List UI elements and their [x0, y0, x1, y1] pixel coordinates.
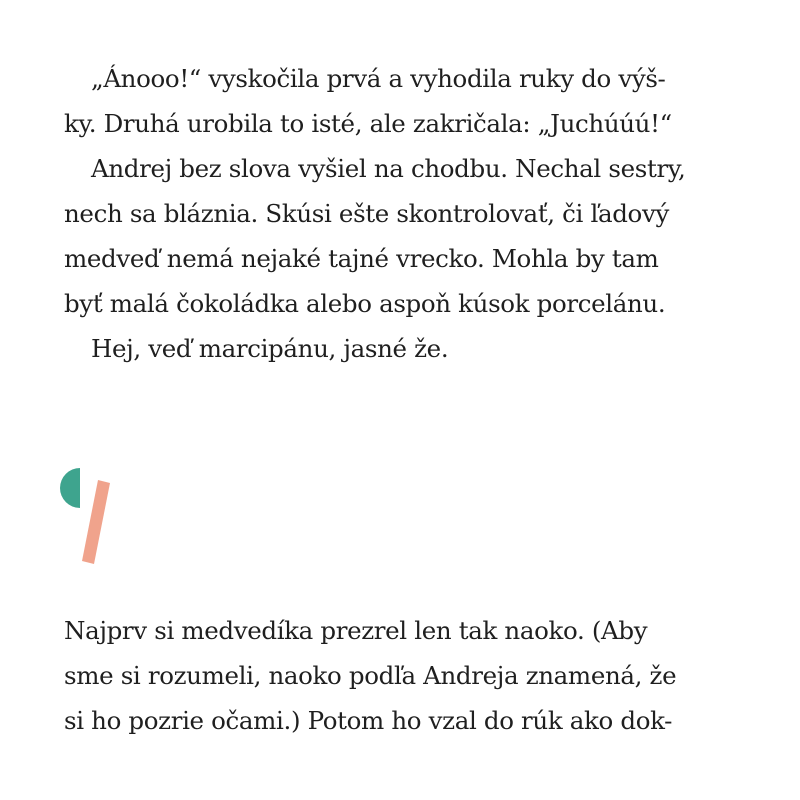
text-block-lower [64, 608, 764, 743]
paragraph-line: „Ánooo!“ vyskočila prvá a vyhodila ruky do výš- [91, 64, 666, 93]
paragraph-line: sme si rozumeli, naoko podľa Andreja znamená, že [64, 661, 677, 690]
paragraph-line: byť malá čokoládka alebo aspoň kúsok porcelánu. [64, 289, 666, 318]
paragraph-line: si ho pozrie očami.) Potom ho vzal do rúk ako dok- [64, 706, 673, 735]
paragraph-line: medveď nemá nejaké tajné vrecko. Mohla by tam [64, 244, 659, 273]
paragraph-line: nech sa bláznia. Skúsi ešte skontrolovať, či ľadový [64, 199, 669, 228]
paragraph-line: ky. Druhá urobila to isté, ale zakričala: „Juchúúú!“ [64, 109, 672, 138]
paragraph-line: Najprv si medvedíka prezrel len tak naoko. (Aby [64, 616, 648, 645]
teal-half-disc-shape [60, 468, 80, 508]
paragraph-line: Hej, veď marcipánu, jasné že. [91, 334, 449, 363]
chapter-9-numeral-icon [58, 462, 118, 572]
text-block-upper [64, 56, 764, 371]
paragraph-line: Andrej bez slova vyšiel na chodbu. Nechal sestry, [91, 154, 686, 183]
salmon-bar-shape [82, 480, 110, 564]
